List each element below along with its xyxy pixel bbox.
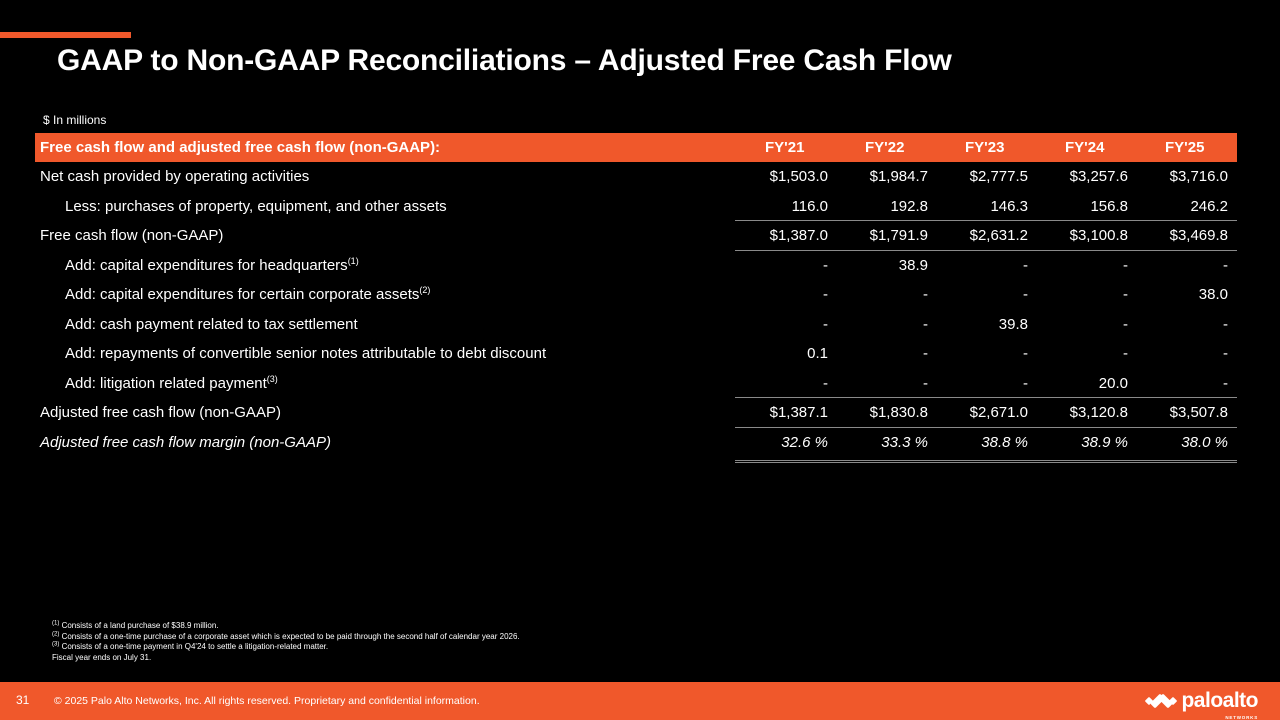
cell-fy25: 246.2	[1190, 197, 1228, 215]
column-header-fy22: FY'22	[865, 139, 905, 156]
copyright-text: © 2025 Palo Alto Networks, Inc. All rights reserved. Proprietary and confidential information.	[54, 695, 480, 707]
row-label: Add: cash payment related to tax settlement	[65, 315, 358, 333]
reconciliation-table	[35, 133, 1237, 457]
cell-fy24: 38.9 %	[1081, 433, 1128, 451]
column-header-fy23: FY'23	[965, 139, 1005, 156]
row-label: Net cash provided by operating activities	[40, 168, 310, 186]
footnote-text: Fiscal year ends on July 31.	[52, 652, 152, 662]
table-row-free-cash-flow	[35, 221, 1237, 251]
footnote-text: Consists of a one-time payment in Q4'24 to settle a litigation-related matter.	[61, 642, 329, 651]
footnote-ref: (1)	[347, 255, 359, 266]
cell-fy23: 39.8	[998, 315, 1028, 333]
footnote-3	[52, 642, 520, 653]
footnote-marker: (3)	[52, 641, 60, 648]
table-row-adjusted-fcf	[35, 398, 1237, 428]
table-row-tax-settlement	[35, 310, 1237, 340]
footnote-2	[52, 632, 520, 643]
cell-fy22: 38.9	[898, 256, 928, 274]
footer-bar	[0, 682, 1280, 720]
cell-fy22: $1,830.8	[869, 404, 928, 422]
table-row-operating-cash	[35, 162, 1237, 192]
row-label-wrap	[65, 286, 430, 303]
footnote-fiscal-year	[52, 653, 520, 664]
cell-fy22: -	[923, 345, 928, 363]
unit-label: $ In millions	[43, 113, 107, 127]
cell-fy23: -	[1023, 286, 1028, 304]
cell-fy25: $3,469.8	[1169, 227, 1228, 245]
cell-fy24: -	[1123, 345, 1128, 363]
cell-fy24: $3,100.8	[1069, 227, 1128, 245]
cell-fy22: -	[923, 374, 928, 392]
cell-fy25: -	[1223, 315, 1228, 333]
footnote-ref: (3)	[266, 373, 278, 384]
cell-fy21: -	[823, 256, 828, 274]
column-header-fy24: FY'24	[1065, 139, 1105, 156]
cell-fy23: -	[1023, 345, 1028, 363]
cell-fy22: -	[923, 315, 928, 333]
row-label: Add: capital expenditures for headquarters	[65, 256, 348, 274]
cell-fy23: $2,671.0	[969, 404, 1028, 422]
cell-fy24: 156.8	[1090, 197, 1128, 215]
table-row-hq-capex	[35, 251, 1237, 281]
cell-fy21: $1,387.0	[769, 227, 828, 245]
cell-fy21: $1,503.0	[769, 168, 828, 186]
column-header-fy21: FY'21	[765, 139, 805, 156]
cell-fy22: -	[923, 286, 928, 304]
palo-alto-logo	[1145, 688, 1258, 720]
cell-fy21: -	[823, 374, 828, 392]
row-label: Add: repayments of convertible senior notes attributable to debt discount	[65, 345, 547, 363]
cell-fy23: -	[1023, 256, 1028, 274]
cell-fy21: $1,387.1	[769, 404, 828, 422]
cell-fy21: -	[823, 286, 828, 304]
palo-alto-mark-icon	[1145, 691, 1177, 711]
table-row-corporate-assets	[35, 280, 1237, 310]
cell-fy21: -	[823, 315, 828, 333]
cell-fy25: -	[1223, 374, 1228, 392]
table-row-convertible-notes	[35, 339, 1237, 369]
table-row-fcf-margin	[35, 428, 1237, 458]
table-row-litigation	[35, 369, 1237, 399]
footnote-marker: (1)	[52, 620, 60, 627]
double-underline-rule	[735, 460, 1237, 463]
cell-fy23: 146.3	[990, 197, 1028, 215]
logo-text: paloalto	[1181, 689, 1258, 712]
row-label: Less: purchases of property, equipment, and other assets	[65, 197, 447, 215]
column-header-fy25: FY'25	[1165, 139, 1205, 156]
cell-fy25: $3,716.0	[1169, 168, 1228, 186]
cell-fy22: 192.8	[890, 197, 928, 215]
cell-fy25: 38.0 %	[1181, 433, 1228, 451]
cell-fy25: 38.0	[1198, 286, 1228, 304]
row-label: Add: capital expenditures for certain corporate assets	[65, 286, 420, 304]
footnote-1	[52, 621, 520, 632]
footnote-marker: (2)	[52, 630, 60, 637]
cell-fy23: $2,777.5	[969, 168, 1028, 186]
cell-fy22: $1,791.9	[869, 227, 928, 245]
footnote-text: Consists of a one-time purchase of a corporate asset which is expected to be paid through the second half of calendar year 2026.	[61, 631, 520, 641]
cell-fy25: $3,507.8	[1169, 404, 1228, 422]
cell-fy21: 116.0	[791, 197, 828, 215]
page-title: GAAP to Non-GAAP Reconciliations – Adjusted Free Cash Flow	[57, 44, 952, 77]
title-accent-bar	[0, 32, 131, 38]
cell-fy22: $1,984.7	[869, 168, 928, 186]
cell-fy25: -	[1223, 256, 1228, 274]
logo-wordmark	[1181, 689, 1258, 720]
footnote-ref: (2)	[419, 285, 431, 296]
row-label: Adjusted free cash flow (non-GAAP)	[40, 404, 281, 422]
cell-fy23: $2,631.2	[969, 227, 1028, 245]
page-number: 31	[16, 693, 30, 707]
logo-subtext: NETWORKS	[1225, 715, 1258, 720]
cell-fy23: 38.8 %	[981, 433, 1028, 451]
header-label: Free cash flow and adjusted free cash flow (non-GAAP):	[40, 139, 441, 156]
row-label-wrap	[65, 257, 359, 274]
cell-fy24: $3,120.8	[1069, 404, 1128, 422]
footnotes	[52, 621, 520, 663]
row-label: Add: litigation related payment	[65, 374, 267, 392]
cell-fy23: -	[1023, 374, 1028, 392]
cell-fy24: -	[1123, 256, 1128, 274]
cell-fy24: -	[1123, 286, 1128, 304]
cell-fy21: 32.6 %	[781, 433, 828, 451]
table-header-row	[35, 133, 1237, 162]
footnote-text: Consists of a land purchase of $38.9 million.	[61, 621, 219, 630]
cell-fy25: -	[1223, 345, 1228, 363]
cell-fy22: 33.3 %	[881, 433, 928, 451]
row-label-wrap	[65, 375, 278, 392]
table-row-purchases	[35, 192, 1237, 222]
cell-fy21: 0.1	[807, 345, 828, 363]
row-label: Free cash flow (non-GAAP)	[40, 227, 224, 245]
row-label: Adjusted free cash flow margin (non-GAAP)	[40, 433, 331, 451]
cell-fy24: -	[1123, 315, 1128, 333]
cell-fy24: 20.0	[1098, 374, 1128, 392]
cell-fy24: $3,257.6	[1069, 168, 1128, 186]
